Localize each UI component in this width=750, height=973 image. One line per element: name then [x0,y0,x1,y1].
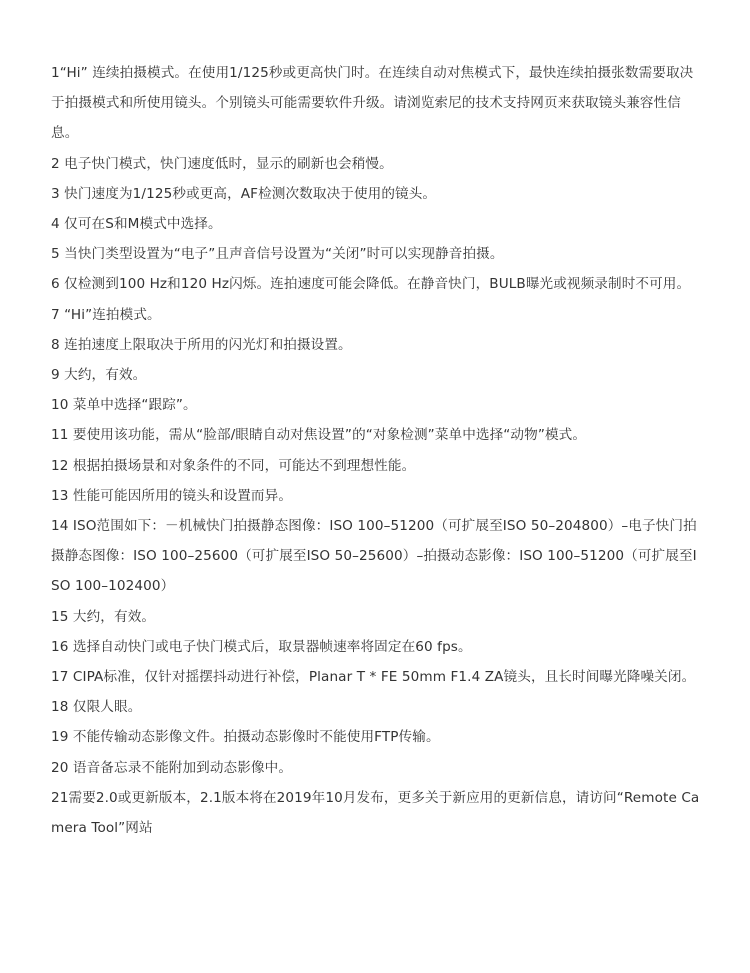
footnote-10: 10 菜单中选择“跟踪”。 [51,397,197,414]
footnote-17: 17 CIPA标准，仅针对摇摆抖动进行补偿，Planar T * FE 50mm F1.4 ZA镜头，且长时间曝光降噪关闭。 [51,669,696,686]
footnote-16: 16 选择自动快门或电子快门模式后，取景器帧速率将固定在60 fps。 [51,638,472,655]
footnote-12: 12 根据拍摄场景和对象条件的不同，可能达不到理想性能。 [51,457,416,474]
footnote-2: 2 电子快门模式，快门速度低时，显示的刷新也会稍慢。 [51,155,393,172]
footnote-21: 21需要2.0或更新版本，2.1版本将在2019年10月发布，更多关于新应用的更新信息，请访问“Remote Camera Tool”网站 [51,789,700,837]
footnote-9: 9 大约，有效。 [51,367,147,384]
footnote-8: 8 连拍速度上限取决于所用的闪光灯和拍摄设置。 [51,336,352,353]
footnote-6: 6 仅检测到100 Hz和120 Hz闪烁。连拍速度可能会降低。在静音快门，BULB曝光或视频录制时不可用。 [51,276,691,293]
footnote-11: 11 要使用该功能，需从“脸部/眼睛自动对焦设置”的“对象检测”菜单中选择“动物”模式。 [51,427,587,444]
footnote-15: 15 大约，有效。 [51,608,156,625]
footnote-19: 19 不能传输动态影像文件。拍摄动态影像时不能使用FTP传输。 [51,729,440,746]
footnote-7: 7 “Hi”连拍模式。 [51,306,161,323]
footnote-14: 14 ISO范围如下：－机械快门拍摄静态图像：ISO 100–51200（可扩展至ISO 50–204800）–电子快门拍摄静态图像：ISO 100–25600（可扩展至ISO 50–25600）–拍摄动态影像：ISO 100–51200（可扩展至ISO 100–102400） [51,518,697,595]
footnote-13: 13 性能可能因所用的镜头和设置而异。 [51,487,293,504]
footnote-18: 18 仅限人眼。 [51,699,142,716]
footnote-4: 4 仅可在S和M模式中选择。 [51,216,222,233]
footnote-20: 20 语音备忘录不能附加到动态影像中。 [51,759,293,776]
footnote-5: 5 当快门类型设置为“电子”且声音信号设置为“关闭”时可以实现静音拍摄。 [51,246,504,263]
footnote-1: 1“Hi” 连续拍摄模式。在使用1/125秒或更高快门时。在连续自动对焦模式下，最快连续拍摄张数需要取决于拍摄模式和所使用镜头。个别镜头可能需要软件升级。请浏览索尼的技术支持网页来获取镜头兼容性信息。 [51,65,694,142]
footnote-3: 3 快门速度为1/125秒或更高，AF检测次数取决于使用的镜头。 [51,185,437,202]
footnotes-list [51,58,701,843]
